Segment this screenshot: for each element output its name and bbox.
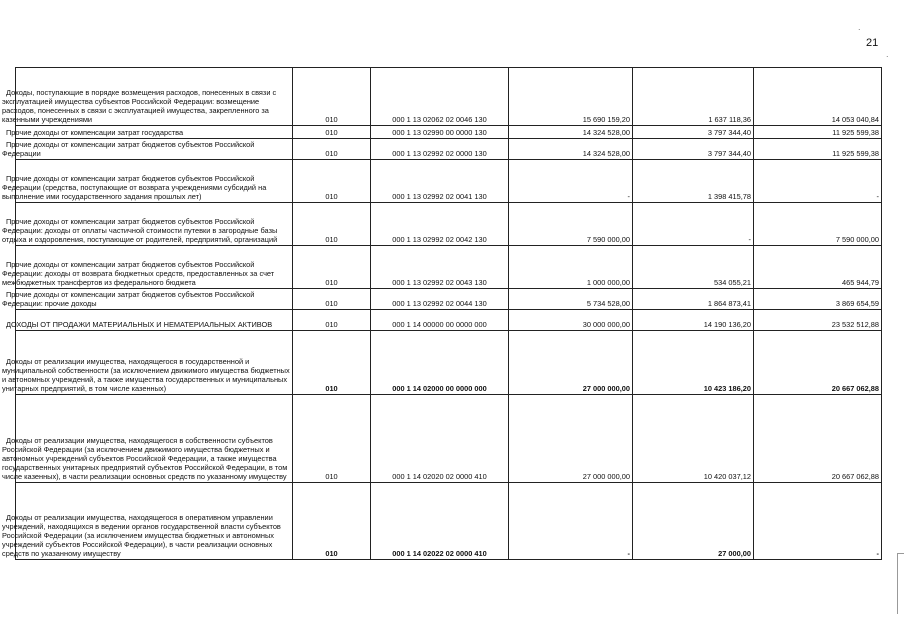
row-kbk: 000 1 14 02020 02 0000 410 <box>371 395 509 483</box>
row-name: Прочие доходы от компенсации затрат бюджетов субъектов Российской Федерации <box>16 139 293 160</box>
row-kbk: 000 1 13 02992 02 0043 130 <box>371 246 509 289</box>
scan-mark: . <box>886 49 889 59</box>
row-approved: 15 690 159,20 <box>509 68 633 126</box>
row-executed: 27 000,00 <box>633 483 754 560</box>
row-name: Прочие доходы от компенсации затрат государства <box>16 126 293 139</box>
row-not-executed: - <box>754 483 882 560</box>
row-not-executed: 11 925 599,38 <box>754 126 882 139</box>
table-row <box>16 246 882 289</box>
row-approved: 30 000 000,00 <box>509 310 633 331</box>
row-code: 010 <box>293 139 371 160</box>
row-code: 010 <box>293 68 371 126</box>
row-executed: 3 797 344,40 <box>633 126 754 139</box>
row-name: Доходы от реализации имущества, находящегося в оперативном управлении учреждений, находящихся в ведении органов государственной власти субъектов Российской Федерации (за исключением имущества бюджетных и автономных учреждений субъектов Российской Федерации), в части реализации основных средств по указанному имуществу <box>16 483 293 560</box>
revenue-report-table <box>2 67 882 560</box>
table-row <box>16 203 882 246</box>
row-approved: 1 000 000,00 <box>509 246 633 289</box>
scan-mark: . <box>858 22 861 32</box>
table-row <box>16 160 882 203</box>
row-name: Прочие доходы от компенсации затрат бюджетов субъектов Российской Федерации: доходы от оплаты частичной стоимости путевки в загородные базы отдыха и оздоровления, поступающие от родителей, предприятий, организаций <box>16 203 293 246</box>
row-name: Прочие доходы от компенсации затрат бюджетов субъектов Российской Федерации: доходы от возврата бюджетных средств, предоставленных за счет межбюджетных трансфертов из федерального бюджета <box>16 246 293 289</box>
row-approved: - <box>509 483 633 560</box>
row-not-executed: 465 944,79 <box>754 246 882 289</box>
row-not-executed: 20 667 062,88 <box>754 395 882 483</box>
row-code: 010 <box>293 331 371 395</box>
row-kbk: 000 1 14 02000 00 0000 000 <box>371 331 509 395</box>
row-name: Прочие доходы от компенсации затрат бюджетов субъектов Российской Федерации: прочие доходы <box>16 289 293 310</box>
row-name: Доходы, поступающие в порядке возмещения расходов, понесенных в связи с эксплуатацией имущества субъектов Российской Федерации: возмещение расходов, понесенных в связи с эксплуатацией имущества, закрепленного за казенными учреждениями <box>16 68 293 126</box>
row-not-executed: 11 925 599,38 <box>754 139 882 160</box>
table-row <box>16 289 882 310</box>
row-code: 010 <box>293 126 371 139</box>
table-row <box>16 483 882 560</box>
row-executed: 534 055,21 <box>633 246 754 289</box>
row-approved: 7 590 000,00 <box>509 203 633 246</box>
row-name: Прочие доходы от компенсации затрат бюджетов субъектов Российской Федерации (средства, поступающие от возврата учреждениями субсидий на выполнение ими государственного задания прошлых лет) <box>16 160 293 203</box>
row-kbk: 000 1 13 02062 02 0046 130 <box>371 68 509 126</box>
row-not-executed: 20 667 062,88 <box>754 331 882 395</box>
row-executed: 14 190 136,20 <box>633 310 754 331</box>
row-approved: 5 734 528,00 <box>509 289 633 310</box>
table-row <box>16 139 882 160</box>
row-code: 010 <box>293 203 371 246</box>
row-approved: 14 324 528,00 <box>509 139 633 160</box>
row-kbk: 000 1 14 00000 00 0000 000 <box>371 310 509 331</box>
row-executed: 10 420 037,12 <box>633 395 754 483</box>
scan-edge-mark <box>897 553 904 614</box>
table-row <box>16 395 882 483</box>
row-name: Доходы от реализации имущества, находящегося в собственности субъектов Российской Федерации (за исключением движимого имущества бюджетных и автономных учреждений субъектов Российской Федерации, а также имущества государственных унитарных предприятий субъектов Российской Федерации, в том числе казенных), в части реализации основных средств по указанному имуществу <box>16 395 293 483</box>
row-name: ДОХОДЫ ОТ ПРОДАЖИ МАТЕРИАЛЬНЫХ И НЕМАТЕРИАЛЬНЫХ АКТИВОВ <box>16 310 293 331</box>
row-not-executed: - <box>754 160 882 203</box>
row-name: Доходы от реализации имущества, находящегося в государственной и муниципальной собственности (за исключением движимого имущества бюджетных и автономных учреждений, а также имущества государственных и муниципальных унитарных предприятий, в том числе казенных) <box>16 331 293 395</box>
row-code: 010 <box>293 246 371 289</box>
row-approved: 27 000 000,00 <box>509 395 633 483</box>
row-code: 010 <box>293 395 371 483</box>
row-approved: 27 000 000,00 <box>509 331 633 395</box>
row-kbk: 000 1 13 02992 02 0000 130 <box>371 139 509 160</box>
table-row <box>16 310 882 331</box>
row-executed: 3 797 344,40 <box>633 139 754 160</box>
row-not-executed: 14 053 040,84 <box>754 68 882 126</box>
table-row <box>16 68 882 126</box>
row-executed: 10 423 186,20 <box>633 331 754 395</box>
row-executed: - <box>633 203 754 246</box>
row-executed: 1 637 118,36 <box>633 68 754 126</box>
table-row <box>16 331 882 395</box>
row-approved: - <box>509 160 633 203</box>
row-kbk: 000 1 14 02022 02 0000 410 <box>371 483 509 560</box>
row-code: 010 <box>293 310 371 331</box>
row-kbk: 000 1 13 02992 02 0044 130 <box>371 289 509 310</box>
row-code: 010 <box>293 160 371 203</box>
table-row <box>16 126 882 139</box>
row-kbk: 000 1 13 02990 00 0000 130 <box>371 126 509 139</box>
row-code: 010 <box>293 289 371 310</box>
row-not-executed: 7 590 000,00 <box>754 203 882 246</box>
page-number: 21 <box>866 37 879 49</box>
row-executed: 1 398 415,78 <box>633 160 754 203</box>
row-approved: 14 324 528,00 <box>509 126 633 139</box>
row-kbk: 000 1 13 02992 02 0041 130 <box>371 160 509 203</box>
row-not-executed: 3 869 654,59 <box>754 289 882 310</box>
row-not-executed: 23 532 512,88 <box>754 310 882 331</box>
row-code: 010 <box>293 483 371 560</box>
row-executed: 1 864 873,41 <box>633 289 754 310</box>
row-kbk: 000 1 13 02992 02 0042 130 <box>371 203 509 246</box>
